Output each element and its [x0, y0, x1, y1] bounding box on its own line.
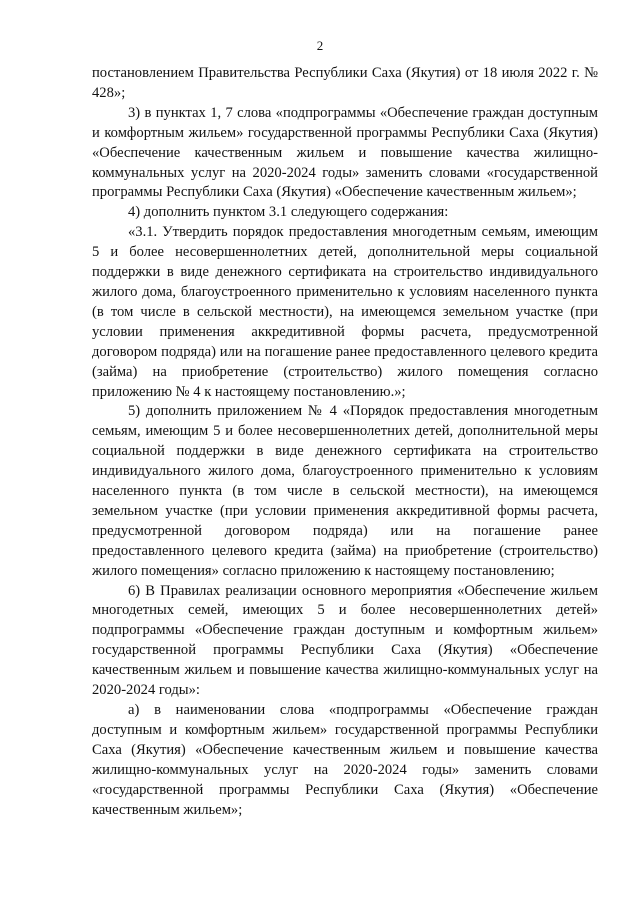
paragraph-item-3: 3) в пунктах 1, 7 слова «подпрограммы «Обеспечение граждан доступным и комфортным жильем» государственной программы Республики Саха (Якутия) «Обеспечение качественным жильем и повышение качества жилищно-коммунальных услуг на 2020-2024 годы» заменить словами «государственной программы Республики Саха (Якутия) «Обеспечение качественным жильем»;: [92, 104, 598, 201]
page-number: 2: [316, 38, 324, 53]
document-body: [92, 64, 598, 820]
paragraph-continuation: постановлением Правительства Республики Саха (Якутия) от 18 июля 2022 г. № 428»;: [92, 65, 598, 101]
paragraph-item-6: 6) В Правилах реализации основного мероприятия «Обеспечение жильем многодетных семей, имеющих 5 и более несовершеннолетних детей» подпрограммы «Обеспечение граждан доступным и комфортным жильем» государственной программы Республики Саха (Якутия) «Обеспечение качественным жильем и повышение качества жилищно-коммунальных услуг на 2020-2024 годы»:: [92, 582, 598, 699]
paragraph-item-5: 5) дополнить приложением № 4 «Порядок предоставления многодетным семьям, имеющим 5 и более несовершеннолетних детей, дополнительной меры социальной поддержки в виде денежного сертификата на строительство индивидуального жилого дома, благоустроенного применительно к условиям населенного пункта (в том числе в сельской местности), на имеющемся земельном участке (при условии применения аккредитивной формы расчета, предусмотренной договором подряда) или на погашение ранее предоставленного целевого кредита (займа) на приобретение (строительство) жилого помещения» согласно приложению к настоящему постановлению;: [92, 403, 598, 579]
paragraph-item-4: 4) дополнить пунктом 3.1 следующего содержания:: [128, 204, 449, 221]
paragraph-subitem-a: а) в наименовании слова «подпрограммы «Обеспечение граждан доступным и комфортным жильем» государственной программы Республики Саха (Якутия) «Обеспечение качественным жильем и повышение качества жилищно-коммунальных услуг на 2020-2024 годы» заменить словами «государственной программы Республики Саха (Якутия) «Обеспечение качественным жильем»;: [92, 702, 598, 818]
paragraph-clause-3-1: «3.1. Утвердить порядок предоставления многодетным семьям, имеющим 5 и более несовершеннолетних детей, дополнительной меры социальной поддержки в виде денежного сертификата на строительство индивидуального жилого дома, благоустроенного применительно к условиям населенного пункта (в том числе в сельской местности), на имеющемся земельном участке (при условии применения аккредитивной формы расчета, предусмотренной договором подряда) или на погашение ранее предоставленного целевого кредита (займа) на приобретение (строительство) жилого помещения согласно приложению № 4 к настоящему постановлению.»;: [92, 224, 598, 400]
